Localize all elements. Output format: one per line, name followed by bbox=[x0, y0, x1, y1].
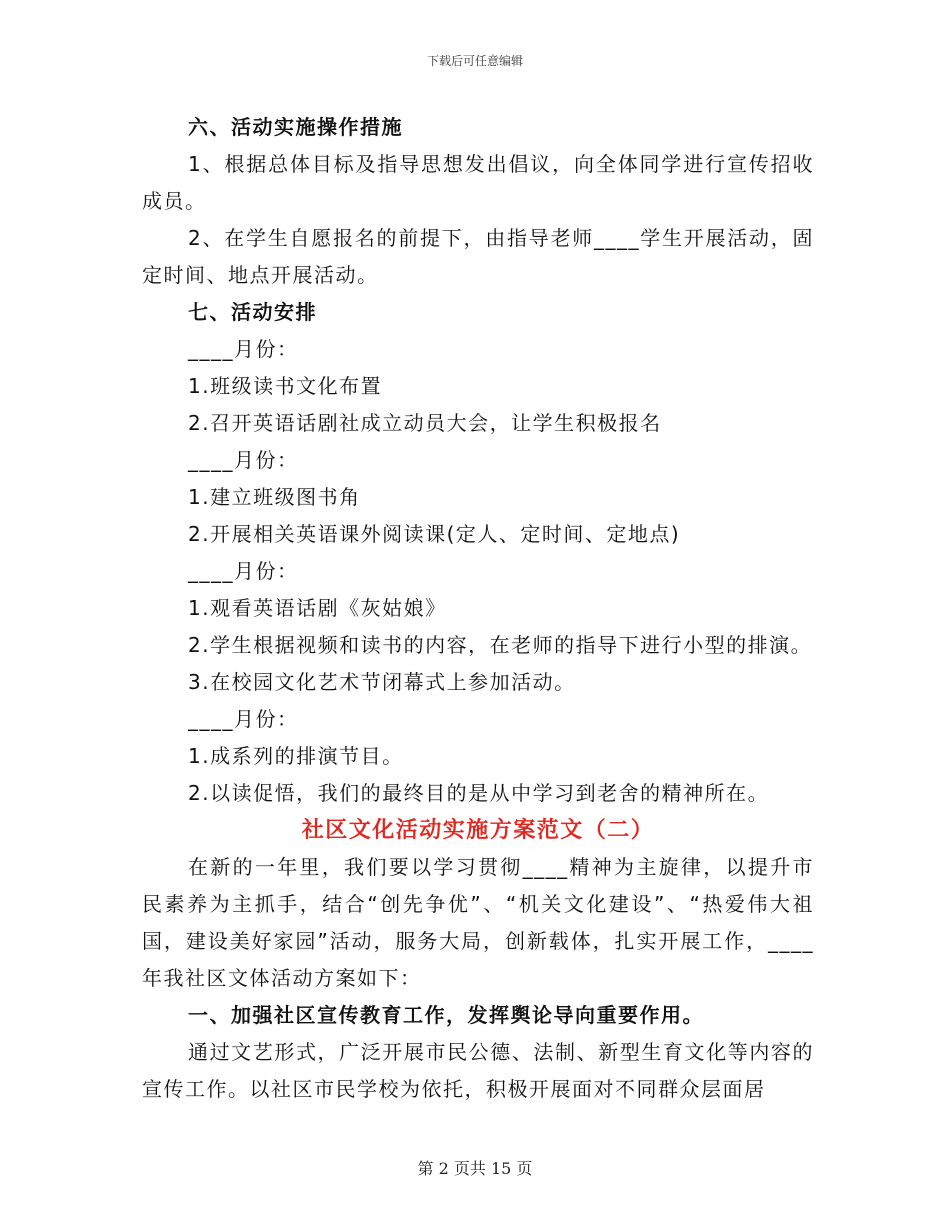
section-heading-7: 七、活动安排 bbox=[188, 300, 317, 324]
paragraph: ____月份： bbox=[188, 448, 299, 472]
paragraph: 在新的一年里，我们要以学习贯彻____精神为主旋律，以提升市民素养为主抓手，结合“创先争优”、“机关文化建设”、“热爱伟大祖国，建设美好家园”活动，服务大局，创新载体，扎实开展工作，____年我社区文体活动方案如下： bbox=[142, 855, 814, 990]
paragraph: 2.以读促悟，我们的最终目的是从中学习到老舍的精神所在。 bbox=[188, 781, 770, 805]
page-footer: 第 2 页共 15 页 bbox=[417, 1159, 533, 1178]
paragraph: 1、根据总体目标及指导思想发出倡议，向全体同学进行宣传招收成员。 bbox=[142, 152, 814, 213]
paragraph: 1.成系列的排演节目。 bbox=[188, 744, 404, 768]
paragraph: ____月份： bbox=[188, 707, 299, 731]
paragraph: ____月份： bbox=[188, 337, 299, 361]
paragraph: 2.学生根据视频和读书的内容，在老师的指导下进行小型的排演。 bbox=[188, 633, 813, 657]
paragraph: 2、在学生自愿报名的前提下，由指导老师____学生开展活动，固定时间、地点开展活动。 bbox=[142, 226, 814, 287]
paragraph: 1.观看英语话剧《灰姑娘》 bbox=[188, 596, 447, 620]
page-header: 下载后可任意编辑 bbox=[426, 54, 523, 68]
document-title: 社区文化活动实施方案范文（二） bbox=[301, 818, 655, 843]
section-heading-6: 六、活动实施操作措施 bbox=[188, 115, 403, 139]
paragraph: 1.建立班级图书角 bbox=[188, 485, 361, 509]
paragraph: 3.在校园文化艺术节闭幕式上参加活动。 bbox=[188, 670, 576, 694]
section-heading-1: 一、加强社区宣传教育工作，发挥舆论导向重要作用。 bbox=[188, 1003, 704, 1027]
paragraph: 2.召开英语话剧社成立动员大会，让学生积极报名 bbox=[188, 411, 662, 435]
paragraph: ____月份： bbox=[188, 559, 299, 583]
paragraph: 1.班级读书文化布置 bbox=[188, 374, 383, 398]
paragraph: 通过文艺形式，广泛开展市民公德、法制、新型生育文化等内容的宣传工作。以社区市民学校为依托，积极开展面对不同群众层面居 bbox=[142, 1040, 814, 1101]
document-body bbox=[142, 109, 814, 1108]
paragraph: 2.开展相关英语课外阅读课(定人、定时间、定地点) bbox=[188, 522, 681, 546]
